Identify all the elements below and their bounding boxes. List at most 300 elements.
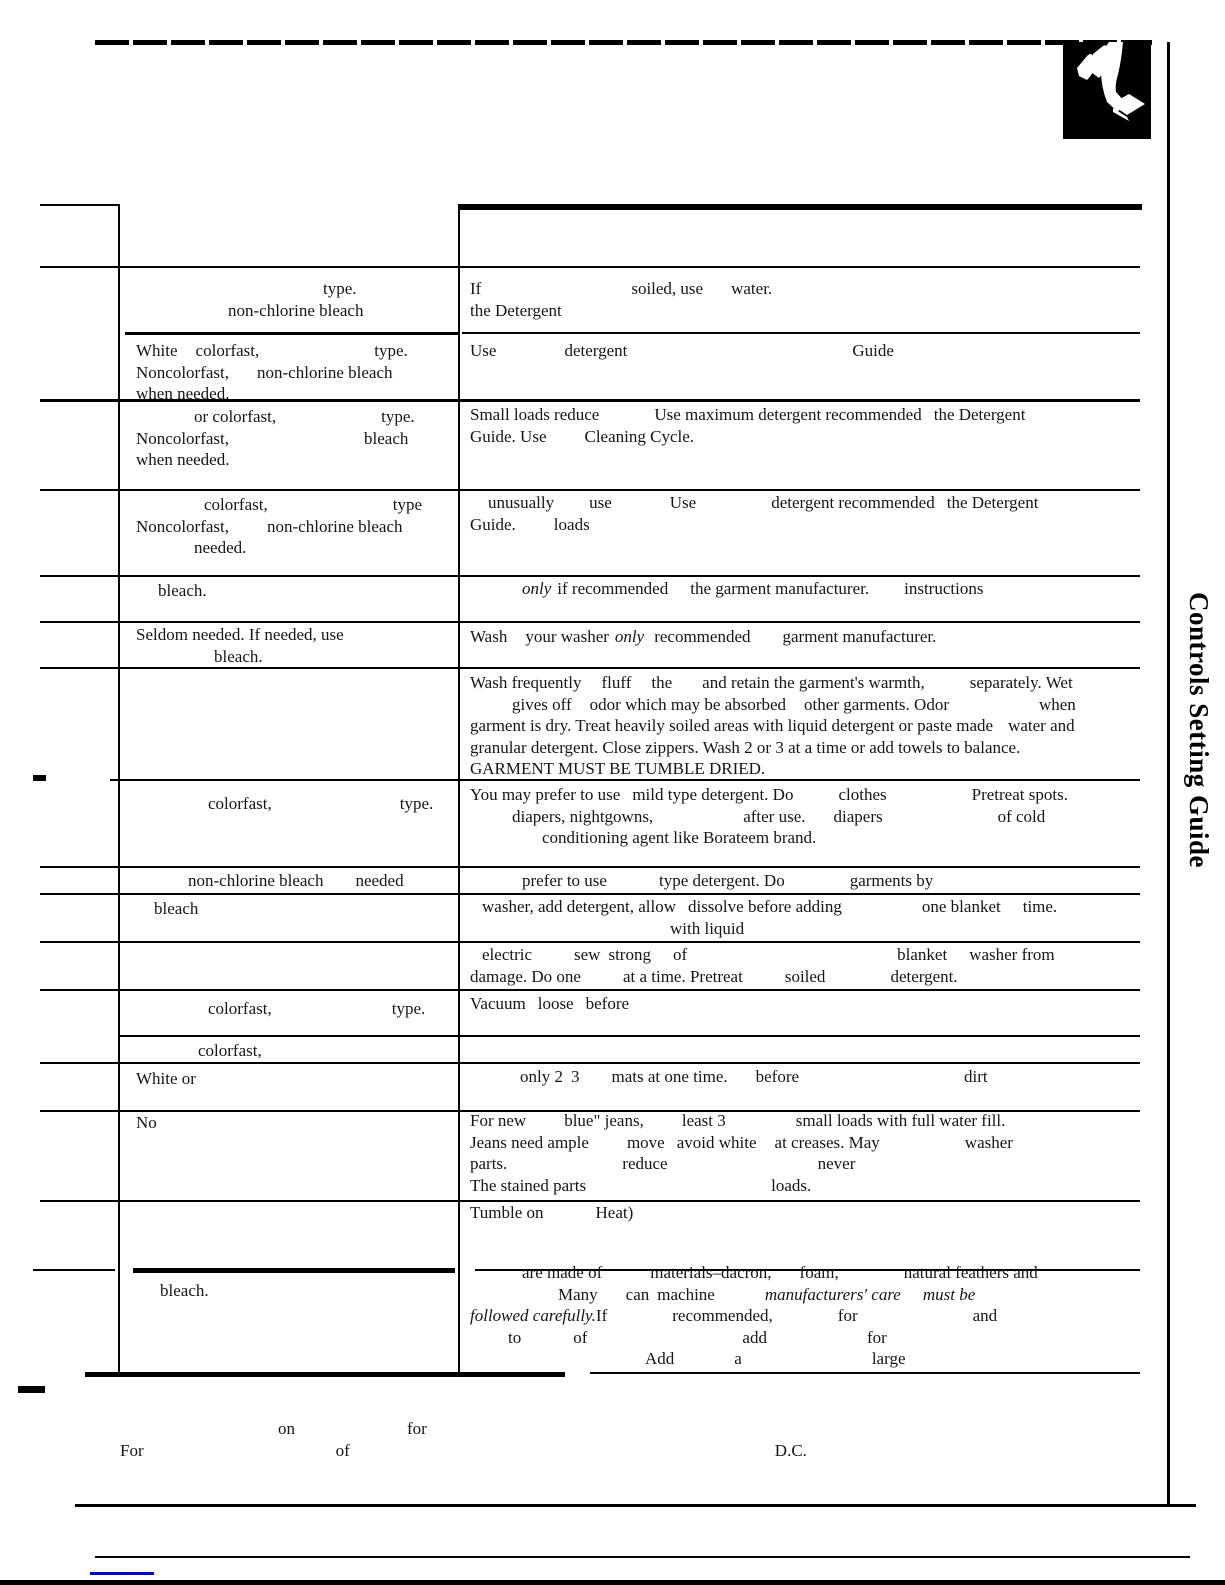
cell-r9-c3 bbox=[470, 784, 1068, 849]
faded-text-gap bbox=[715, 1299, 765, 1300]
text-fragment: colorfast, bbox=[208, 794, 272, 813]
text-fragment: Noncolorfast, bbox=[136, 516, 230, 536]
cell-r16-c2 bbox=[136, 1112, 157, 1134]
text-fragment: colorfast, bbox=[195, 341, 260, 360]
faded-text-gap bbox=[481, 293, 631, 294]
cell-r8-c3 bbox=[470, 672, 1076, 780]
footer-note bbox=[120, 1418, 807, 1461]
faded-text-gap bbox=[880, 1147, 965, 1148]
text-fragment: Use maximum detergent recommended bbox=[654, 405, 922, 424]
faded-text-gap bbox=[470, 911, 482, 912]
faded-text-gap bbox=[672, 687, 702, 688]
text-fragment: to bbox=[508, 1327, 522, 1347]
cell-r10-c2 bbox=[136, 870, 404, 892]
faded-text-gap bbox=[644, 641, 654, 642]
faded-text-gap bbox=[276, 421, 381, 422]
text-fragment: clothes bbox=[838, 785, 887, 804]
faded-text-gap bbox=[507, 641, 525, 642]
faded-text-gap bbox=[470, 507, 488, 508]
text-fragment: detergent recommended bbox=[771, 493, 935, 512]
cell-r14-c2 bbox=[136, 1040, 262, 1062]
text-fragment: soiled bbox=[784, 966, 826, 986]
rule-line bbox=[95, 1556, 1190, 1558]
text-fragment: unusually bbox=[488, 493, 555, 512]
text-fragment: never bbox=[817, 1154, 856, 1173]
text-fragment: type. bbox=[381, 407, 415, 426]
text-fragment: other garments. Odor bbox=[804, 694, 949, 714]
text-fragment: Add bbox=[645, 1349, 675, 1368]
cell-r5-c3 bbox=[470, 492, 1038, 535]
faded-text-gap bbox=[799, 1081, 964, 1082]
text-fragment: loads bbox=[553, 514, 590, 534]
faded-text-gap bbox=[665, 1147, 677, 1148]
text-fragment: Jeans need ample bbox=[470, 1132, 589, 1152]
text-fragment: Use bbox=[669, 493, 697, 512]
text-fragment: colorfast, bbox=[198, 1041, 262, 1060]
text-fragment: bleach. bbox=[160, 1281, 209, 1300]
text-fragment: For bbox=[120, 1440, 144, 1460]
rule-line bbox=[133, 1268, 455, 1273]
rule-line bbox=[40, 1062, 1140, 1064]
text-fragment: followed carefully. bbox=[470, 1306, 596, 1325]
text-fragment: large bbox=[871, 1349, 906, 1368]
rule-line bbox=[40, 489, 1140, 491]
hand-pressing-button-icon bbox=[1063, 42, 1151, 139]
text-fragment: water. bbox=[731, 279, 773, 298]
rule-line bbox=[40, 989, 1140, 991]
text-fragment: add bbox=[742, 1327, 767, 1347]
text-fragment: granular detergent. Close zippers. Wash 2 or 3 at a time or add towels to balance. bbox=[470, 737, 1021, 757]
faded-text-gap bbox=[229, 377, 257, 378]
text-fragment: Guide. Use bbox=[470, 426, 547, 446]
faded-text-gap bbox=[599, 419, 654, 420]
text-fragment: electric bbox=[482, 945, 533, 964]
faded-text-gap bbox=[470, 959, 482, 960]
text-fragment: Pretreat spots. bbox=[971, 785, 1068, 804]
rule-line bbox=[40, 667, 1140, 669]
faded-text-gap bbox=[136, 509, 204, 510]
text-fragment: If bbox=[595, 1306, 608, 1325]
faded-text-gap bbox=[120, 1433, 278, 1434]
text-fragment: mats at one time. bbox=[611, 1067, 728, 1086]
text-fragment: natural feathers and bbox=[903, 1263, 1038, 1282]
faded-text-gap bbox=[922, 419, 934, 420]
faded-text-gap bbox=[470, 885, 522, 886]
faded-text-gap bbox=[767, 1342, 867, 1343]
text-fragment: Noncolorfast, bbox=[136, 428, 230, 448]
text-fragment: parts. bbox=[470, 1154, 508, 1173]
text-fragment: of bbox=[672, 945, 688, 964]
cell-r17-c3 bbox=[470, 1202, 633, 1224]
faded-text-gap bbox=[544, 1217, 596, 1218]
text-fragment: time. bbox=[1022, 897, 1058, 916]
faded-text-gap bbox=[295, 1433, 407, 1434]
text-fragment: or colorfast, bbox=[194, 407, 277, 426]
faded-text-gap bbox=[470, 709, 512, 710]
text-fragment: odor which may be absorbed bbox=[589, 694, 787, 714]
text-fragment: recommended, bbox=[672, 1306, 773, 1325]
text-fragment: non-chlorine bleach bbox=[257, 362, 393, 382]
text-fragment: instructions bbox=[904, 579, 984, 598]
faded-text-gap bbox=[268, 509, 393, 510]
cell-r9-c2 bbox=[136, 793, 433, 815]
text-fragment: type. bbox=[399, 794, 434, 813]
text-fragment: when bbox=[1038, 694, 1076, 714]
text-fragment: blanket bbox=[897, 945, 948, 964]
faded-text-gap bbox=[470, 1363, 645, 1364]
text-fragment: Wash bbox=[470, 627, 508, 646]
faded-text-gap bbox=[901, 1299, 923, 1300]
text-fragment: washer bbox=[964, 1132, 1013, 1152]
faded-text-gap bbox=[470, 1277, 522, 1278]
text-fragment: Guide. bbox=[470, 514, 516, 534]
page-title-vertical: Controls Setting Guide bbox=[1184, 592, 1214, 869]
faded-text-gap bbox=[350, 1455, 775, 1456]
text-fragment: and bbox=[972, 1306, 998, 1325]
text-fragment: prefer to use bbox=[522, 871, 607, 890]
faded-text-gap bbox=[743, 981, 785, 982]
text-fragment: before bbox=[755, 1067, 800, 1086]
rule-line bbox=[125, 332, 458, 335]
text-fragment: Many bbox=[558, 1284, 598, 1304]
cell-r15-c3 bbox=[470, 1066, 988, 1088]
text-fragment: type. bbox=[391, 999, 426, 1018]
faded-text-gap bbox=[925, 687, 970, 688]
faded-text-gap bbox=[696, 507, 771, 508]
faded-text-gap bbox=[136, 885, 188, 886]
faded-text-gap bbox=[598, 1299, 626, 1300]
faded-text-gap bbox=[674, 1363, 734, 1364]
cell-r11-c2 bbox=[136, 898, 198, 920]
text-fragment: dirt bbox=[964, 1067, 988, 1086]
rule-line bbox=[118, 1035, 1140, 1037]
rule-line bbox=[40, 866, 1140, 868]
faded-text-gap bbox=[825, 981, 890, 982]
faded-text-gap bbox=[136, 595, 158, 596]
text-fragment: can bbox=[625, 1284, 650, 1304]
cell-r13-c3 bbox=[470, 993, 629, 1015]
rule-line bbox=[40, 621, 1140, 623]
rule-line bbox=[40, 266, 1140, 268]
faded-text-gap bbox=[751, 641, 783, 642]
faded-text-gap bbox=[773, 1320, 838, 1321]
faded-text-gap bbox=[785, 885, 850, 886]
rule-line bbox=[458, 206, 460, 1374]
text-fragment: when needed. bbox=[136, 450, 230, 469]
text-fragment: of cold bbox=[997, 806, 1046, 826]
text-fragment: Tumble on bbox=[470, 1203, 544, 1222]
text-fragment: at a time. Pretreat bbox=[622, 966, 743, 986]
faded-text-gap bbox=[128, 293, 323, 294]
faded-text-gap bbox=[687, 959, 897, 960]
rule-line bbox=[18, 1386, 45, 1393]
faded-text-gap bbox=[653, 821, 743, 822]
text-fragment: colorfast, bbox=[208, 999, 272, 1018]
faded-text-gap bbox=[272, 808, 400, 809]
text-fragment: small loads with full water fill. bbox=[795, 1111, 1006, 1130]
text-fragment: non-chlorine bleach bbox=[188, 871, 324, 890]
text-fragment: soiled, use bbox=[631, 279, 704, 298]
cell-r10-c3 bbox=[470, 870, 933, 892]
text-fragment: recommended bbox=[654, 627, 751, 646]
faded-text-gap bbox=[470, 1299, 558, 1300]
text-fragment: separately. Wet bbox=[969, 673, 1073, 692]
faded-text-gap bbox=[272, 1013, 392, 1014]
text-fragment: the garment manufacturer. bbox=[690, 579, 870, 598]
faded-text-gap bbox=[631, 687, 651, 688]
faded-text-gap bbox=[496, 355, 564, 356]
faded-text-gap bbox=[993, 730, 1008, 731]
faded-text-gap bbox=[574, 1008, 586, 1009]
faded-text-gap bbox=[757, 1147, 775, 1148]
cell-r3-c2 bbox=[136, 340, 408, 405]
text-fragment: needed bbox=[355, 871, 404, 890]
text-fragment: materials–dacron, bbox=[650, 1263, 772, 1282]
faded-text-gap bbox=[259, 355, 374, 356]
text-fragment: GARMENT MUST BE TUMBLE DRIED. bbox=[470, 759, 766, 778]
text-fragment: with liquid bbox=[670, 918, 745, 938]
faded-text-gap bbox=[136, 421, 194, 422]
cell-r15-c2 bbox=[136, 1068, 196, 1090]
faded-text-gap bbox=[178, 355, 196, 356]
faded-text-gap bbox=[144, 1455, 336, 1456]
faded-text-gap bbox=[128, 315, 228, 316]
faded-text-gap bbox=[668, 1168, 818, 1169]
text-fragment: colorfast, bbox=[204, 495, 268, 514]
faded-text-gap bbox=[579, 1081, 611, 1082]
text-fragment: washer, add detergent, allow bbox=[482, 897, 676, 916]
text-fragment: the Detergent bbox=[946, 493, 1039, 512]
faded-text-gap bbox=[470, 1081, 520, 1082]
top-divider-line bbox=[95, 40, 1152, 45]
faded-text-gap bbox=[572, 709, 590, 710]
text-fragment: Vacuum bbox=[470, 994, 526, 1013]
faded-text-gap bbox=[532, 959, 574, 960]
text-fragment: of bbox=[335, 1440, 350, 1460]
cell-r6-c2 bbox=[136, 580, 207, 602]
text-fragment: sew bbox=[574, 945, 601, 964]
text-fragment: Use bbox=[470, 341, 497, 360]
faded-text-gap bbox=[644, 1125, 682, 1126]
faded-text-gap bbox=[526, 1008, 538, 1009]
text-fragment: damage. Do one bbox=[470, 966, 581, 986]
text-fragment: detergent bbox=[564, 341, 628, 360]
text-fragment: Noncolorfast, bbox=[136, 362, 230, 382]
text-fragment: garments by bbox=[849, 871, 934, 890]
text-fragment: washer from bbox=[969, 945, 1055, 964]
text-fragment: White bbox=[136, 341, 178, 360]
text-fragment: dissolve before adding bbox=[687, 897, 842, 916]
text-fragment: for bbox=[407, 1419, 427, 1438]
text-fragment: non-chlorine bleach bbox=[267, 516, 403, 536]
faded-text-gap bbox=[563, 1081, 571, 1082]
rule-line bbox=[40, 893, 1140, 895]
rule-line bbox=[40, 204, 118, 206]
text-fragment: Cleaning Cycle. bbox=[584, 426, 695, 446]
text-fragment: use bbox=[589, 493, 612, 512]
cell-r12-c3 bbox=[470, 944, 1055, 987]
text-fragment: garment manufacturer. bbox=[782, 627, 937, 646]
text-fragment: For new bbox=[470, 1111, 527, 1130]
text-fragment: D.C. bbox=[774, 1440, 807, 1460]
text-fragment: bleach bbox=[364, 428, 409, 448]
text-fragment: Small loads reduce bbox=[470, 405, 600, 424]
faded-text-gap bbox=[507, 1168, 622, 1169]
rule-line bbox=[33, 1269, 115, 1271]
faded-text-gap bbox=[887, 799, 972, 800]
text-fragment: conditioning agent like Borateem brand. bbox=[542, 828, 817, 847]
cell-r7-c2 bbox=[136, 624, 344, 667]
cell-r11-c3 bbox=[470, 896, 1057, 939]
text-fragment: strong bbox=[608, 945, 651, 964]
text-fragment: must be bbox=[922, 1284, 976, 1304]
faded-text-gap bbox=[136, 661, 214, 662]
faded-text-gap bbox=[521, 1342, 573, 1343]
faded-text-gap bbox=[676, 911, 688, 912]
text-fragment: Guide bbox=[852, 341, 894, 360]
faded-text-gap bbox=[136, 808, 208, 809]
text-fragment: water and bbox=[1008, 716, 1075, 735]
text-fragment: loose bbox=[537, 994, 574, 1013]
cell-r5-c2 bbox=[136, 494, 422, 559]
faded-text-gap bbox=[935, 507, 947, 508]
faded-text-gap bbox=[581, 687, 601, 688]
text-fragment: are made of bbox=[522, 1263, 603, 1282]
cell-r2-c3 bbox=[470, 278, 772, 321]
cell-r13-c2 bbox=[136, 998, 425, 1020]
text-fragment: type. bbox=[323, 279, 357, 298]
text-fragment: at creases. May bbox=[774, 1132, 880, 1152]
faded-text-gap bbox=[806, 821, 834, 822]
faded-text-gap bbox=[726, 1125, 796, 1126]
text-fragment: garment is dry. Treat heavily soiled areas with liquid detergent or paste made bbox=[470, 716, 994, 735]
faded-text-gap bbox=[742, 1363, 872, 1364]
text-fragment: You may prefer to use bbox=[470, 785, 621, 804]
cell-r4-c3 bbox=[470, 404, 1025, 447]
text-fragment: least 3 bbox=[681, 1111, 726, 1130]
text-fragment: of bbox=[573, 1327, 588, 1347]
faded-text-gap bbox=[947, 959, 969, 960]
text-fragment: the bbox=[651, 673, 673, 692]
faded-text-gap bbox=[526, 1125, 564, 1126]
faded-text-gap bbox=[516, 529, 554, 530]
rule-line bbox=[33, 775, 46, 781]
text-fragment: mild type detergent. Do bbox=[632, 785, 794, 804]
text-fragment: type. bbox=[374, 341, 408, 360]
faded-text-gap bbox=[949, 709, 1039, 710]
faded-text-gap bbox=[470, 593, 522, 594]
text-fragment: blue" jeans, bbox=[564, 1111, 644, 1130]
faded-text-gap bbox=[728, 1081, 756, 1082]
text-fragment: Heat) bbox=[595, 1203, 634, 1222]
faded-text-gap bbox=[554, 507, 589, 508]
faded-text-gap bbox=[651, 959, 673, 960]
text-fragment: foam, bbox=[799, 1263, 839, 1282]
rule-line bbox=[0, 1580, 1225, 1585]
text-fragment: The stained parts bbox=[470, 1175, 587, 1195]
text-fragment: Wash frequently bbox=[470, 673, 582, 692]
faded-text-gap bbox=[136, 1013, 208, 1014]
text-fragment: only bbox=[522, 579, 552, 598]
rule-line bbox=[118, 204, 120, 1374]
faded-text-gap bbox=[546, 441, 584, 442]
text-fragment: If bbox=[470, 279, 482, 298]
text-fragment: bleach. bbox=[214, 646, 263, 666]
text-fragment: non-chlorine bleach bbox=[228, 300, 364, 320]
text-fragment: for bbox=[837, 1306, 858, 1325]
text-fragment: your washer bbox=[525, 627, 609, 646]
cell-r7-c3 bbox=[470, 626, 936, 648]
faded-text-gap bbox=[869, 593, 904, 594]
faded-text-gap bbox=[586, 1190, 771, 1191]
text-fragment: manufacturers' care bbox=[764, 1284, 901, 1304]
text-fragment: detergent. bbox=[890, 966, 958, 986]
text-fragment: the Detergent bbox=[470, 300, 562, 320]
faded-text-gap bbox=[229, 443, 364, 444]
faded-text-gap bbox=[229, 531, 267, 532]
text-fragment: only bbox=[614, 627, 645, 646]
faded-text-gap bbox=[772, 1277, 800, 1278]
text-fragment: Seldom needed. If needed, use bbox=[136, 625, 344, 644]
rule-line bbox=[40, 575, 1140, 577]
faded-text-gap bbox=[136, 913, 154, 914]
faded-text-gap bbox=[136, 1055, 198, 1056]
rule-line bbox=[590, 1372, 1140, 1374]
text-fragment: machine bbox=[657, 1284, 715, 1304]
faded-text-gap bbox=[607, 885, 659, 886]
text-fragment: loads. bbox=[771, 1175, 812, 1195]
text-fragment: needed. bbox=[194, 538, 247, 557]
faded-text-gap bbox=[587, 1342, 742, 1343]
faded-text-gap bbox=[607, 1320, 672, 1321]
rule-line bbox=[85, 1372, 565, 1377]
cell-r16-c3 bbox=[470, 1110, 1013, 1196]
text-fragment: diapers, nightgowns, bbox=[512, 806, 654, 826]
faded-text-gap bbox=[602, 1277, 650, 1278]
rule-line bbox=[462, 332, 1140, 334]
text-fragment: only 2 bbox=[520, 1067, 563, 1086]
cell-r6-c3 bbox=[470, 578, 983, 600]
faded-text-gap bbox=[620, 799, 632, 800]
text-fragment: type detergent. Do bbox=[658, 871, 785, 890]
faded-text-gap bbox=[883, 821, 998, 822]
text-fragment: 3 bbox=[570, 1067, 580, 1086]
rule-line bbox=[458, 204, 1142, 210]
text-fragment: after use. bbox=[743, 806, 806, 826]
text-fragment: if recommended bbox=[557, 579, 669, 598]
text-fragment: No bbox=[136, 1113, 157, 1132]
text-fragment: bleach. bbox=[158, 581, 207, 600]
text-fragment: bleach bbox=[154, 899, 199, 918]
text-fragment: before bbox=[585, 994, 630, 1013]
faded-text-gap bbox=[136, 552, 194, 553]
faded-text-gap bbox=[786, 709, 804, 710]
text-fragment: when needed. bbox=[136, 384, 230, 403]
text-fragment: one blanket bbox=[921, 897, 1001, 916]
rule-line bbox=[40, 941, 1140, 943]
faded-text-gap bbox=[839, 1277, 904, 1278]
underline-rule bbox=[90, 1572, 154, 1575]
text-fragment: the Detergent bbox=[933, 405, 1026, 424]
text-fragment: on bbox=[278, 1419, 295, 1438]
cell-r4-c2 bbox=[136, 406, 415, 471]
cell-r18-c2 bbox=[160, 1280, 209, 1302]
faded-text-gap bbox=[323, 885, 355, 886]
faded-text-gap bbox=[612, 507, 670, 508]
text-fragment: move bbox=[626, 1132, 665, 1152]
text-fragment: fluff bbox=[601, 673, 632, 692]
text-fragment: avoid white bbox=[676, 1132, 757, 1152]
